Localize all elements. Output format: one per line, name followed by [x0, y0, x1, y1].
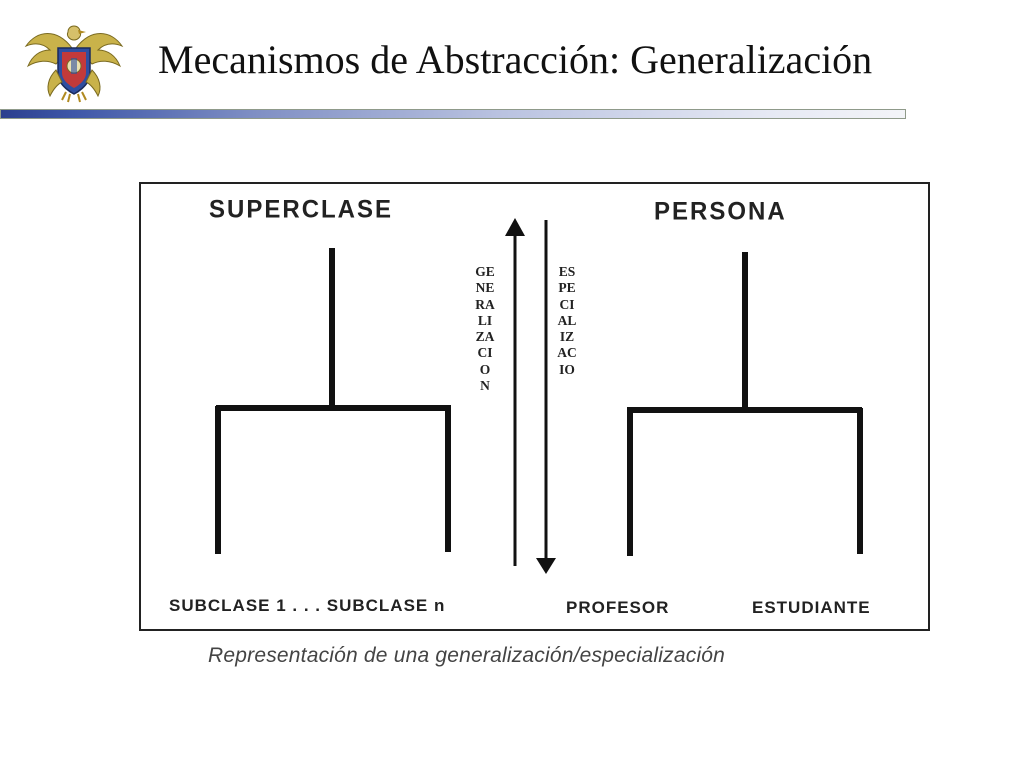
specialization-arrowhead [536, 558, 556, 574]
university-crest-eagle-icon [22, 18, 126, 104]
page-title: Mecanismos de Abstracción: Generalización [158, 37, 873, 82]
specialization-vertical-label: ESPECIALIZACIO [557, 264, 577, 377]
superclass-label: SUPERCLASE [209, 195, 394, 224]
generalization-vertical-label: GENERALIZACION [475, 264, 495, 394]
diagram-lines [141, 184, 928, 629]
persona-label: PERSONA [654, 197, 787, 226]
header-gradient-bar [0, 109, 906, 119]
profesor-label: PROFESOR [566, 598, 670, 617]
estudiante-label: ESTUDIANTE [752, 598, 871, 617]
generalization-diagram [139, 182, 930, 631]
generalization-arrowhead [505, 218, 525, 236]
university-crest-logo [22, 18, 126, 104]
subclasses-label: SUBCLASE 1 . . . SUBCLASE n [169, 596, 446, 615]
figure-caption: Representación de una generalización/especialización [208, 644, 726, 667]
